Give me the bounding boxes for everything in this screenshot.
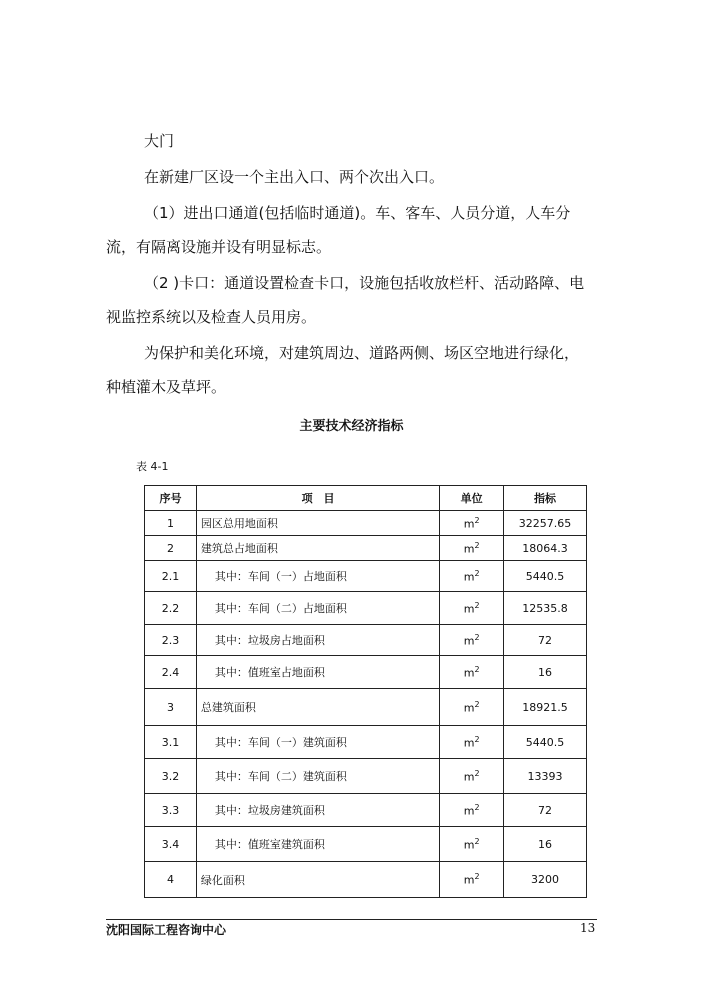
cell-unit	[440, 862, 504, 898]
unit-base: m	[463, 602, 475, 616]
unit-base: m	[463, 873, 475, 887]
cell-unit	[440, 592, 504, 625]
cell-item: 其中：车间（二）建筑面积	[196, 759, 439, 794]
cell-no: 3.3	[145, 794, 197, 827]
table-row	[145, 862, 587, 898]
unit-base: m	[463, 804, 475, 818]
unit-superscript: 2	[474, 568, 480, 578]
cell-value: 16	[504, 656, 587, 689]
unit-base: m	[463, 570, 475, 584]
metrics-table	[144, 485, 587, 898]
cell-no: 3.2	[145, 759, 197, 794]
table-row	[145, 794, 587, 827]
cell-unit	[440, 561, 504, 592]
table-row	[145, 592, 587, 625]
footer-divider	[106, 919, 597, 920]
header-item: 项 目	[196, 486, 439, 511]
cell-unit	[440, 827, 504, 862]
cell-value: 16	[504, 827, 587, 862]
unit-base: m	[463, 770, 475, 784]
cell-value: 3200	[504, 862, 587, 898]
unit-base: m	[463, 542, 475, 556]
cell-unit	[440, 689, 504, 726]
cell-value: 13393	[504, 759, 587, 794]
cell-item: 园区总用地面积	[196, 511, 439, 536]
cell-unit	[440, 625, 504, 656]
cell-no: 3	[145, 689, 197, 726]
paragraph-passage: （1）进出口通道(包括临时通道)。车、客车、人员分道，人车分流，有隔离设施并设有明显标志。	[106, 204, 571, 256]
paragraph-gate: 大门	[144, 132, 175, 150]
cell-item: 其中：值班室占地面积	[196, 656, 439, 689]
paragraph-checkpoint: （2 )卡口：通道设置检查卡口，设施包括收放栏杆、活动路障、电视监控系统以及检查人员用房。	[106, 274, 585, 326]
paragraph-greening: 为保护和美化环境，对建筑周边、道路两侧、场区空地进行绿化，种植灌木及草坪。	[106, 344, 580, 396]
table-label: 表 4-1	[136, 460, 169, 473]
unit-base: m	[463, 838, 475, 852]
cell-no: 2.1	[145, 561, 197, 592]
table-row	[145, 689, 587, 726]
cell-value: 72	[504, 625, 587, 656]
unit-superscript: 2	[474, 872, 480, 882]
cell-unit	[440, 536, 504, 561]
cell-no: 2.2	[145, 592, 197, 625]
table-row	[145, 726, 587, 759]
page-number: 13	[580, 921, 596, 935]
unit-superscript: 2	[474, 802, 480, 812]
unit-base: m	[463, 666, 475, 680]
cell-value: 72	[504, 794, 587, 827]
table-row	[145, 561, 587, 592]
footer-org: 沈阳国际工程咨询中心	[106, 923, 227, 937]
cell-no: 1	[145, 511, 197, 536]
cell-no: 2.4	[145, 656, 197, 689]
unit-superscript: 2	[474, 515, 480, 525]
cell-unit	[440, 794, 504, 827]
cell-no: 3.1	[145, 726, 197, 759]
cell-value: 32257.65	[504, 511, 587, 536]
table-row	[145, 511, 587, 536]
body-text	[106, 124, 586, 404]
table-row	[145, 656, 587, 689]
table-row	[145, 827, 587, 862]
cell-value: 5440.5	[504, 561, 587, 592]
table-row	[145, 536, 587, 561]
cell-item: 建筑总占地面积	[196, 536, 439, 561]
cell-unit	[440, 759, 504, 794]
cell-unit	[440, 726, 504, 759]
header-value: 指标	[504, 486, 587, 511]
unit-superscript: 2	[474, 632, 480, 642]
unit-base: m	[463, 517, 475, 531]
cell-item: 其中：车间（二）占地面积	[196, 592, 439, 625]
cell-item: 其中：值班室建筑面积	[196, 827, 439, 862]
unit-base: m	[463, 634, 475, 648]
cell-item: 总建筑面积	[196, 689, 439, 726]
cell-no: 2.3	[145, 625, 197, 656]
cell-item: 其中：车间（一）占地面积	[196, 561, 439, 592]
cell-unit	[440, 656, 504, 689]
table-header-row	[145, 486, 587, 511]
unit-superscript: 2	[474, 768, 480, 778]
cell-item: 绿化面积	[196, 862, 439, 898]
cell-value: 12535.8	[504, 592, 587, 625]
paragraph-entrances: 在新建厂区设一个主出入口、两个次出入口。	[144, 168, 445, 186]
cell-no: 3.4	[145, 827, 197, 862]
header-unit: 单位	[440, 486, 504, 511]
cell-no: 4	[145, 862, 197, 898]
unit-base: m	[463, 736, 475, 750]
cell-item: 其中：垃圾房建筑面积	[196, 794, 439, 827]
table-row	[145, 759, 587, 794]
unit-superscript: 2	[474, 699, 480, 709]
header-no: 序号	[145, 486, 197, 511]
unit-base: m	[463, 701, 475, 715]
section-title: 主要技术经济指标	[299, 419, 404, 434]
cell-value: 5440.5	[504, 726, 587, 759]
unit-superscript: 2	[474, 600, 480, 610]
cell-no: 2	[145, 536, 197, 561]
unit-superscript: 2	[474, 836, 480, 846]
cell-value: 18921.5	[504, 689, 587, 726]
cell-item: 其中：车间（一）建筑面积	[196, 726, 439, 759]
cell-value: 18064.3	[504, 536, 587, 561]
unit-superscript: 2	[474, 664, 480, 674]
cell-unit	[440, 511, 504, 536]
cell-item: 其中：垃圾房占地面积	[196, 625, 439, 656]
table-row	[145, 625, 587, 656]
unit-superscript: 2	[474, 540, 480, 550]
unit-superscript: 2	[474, 734, 480, 744]
